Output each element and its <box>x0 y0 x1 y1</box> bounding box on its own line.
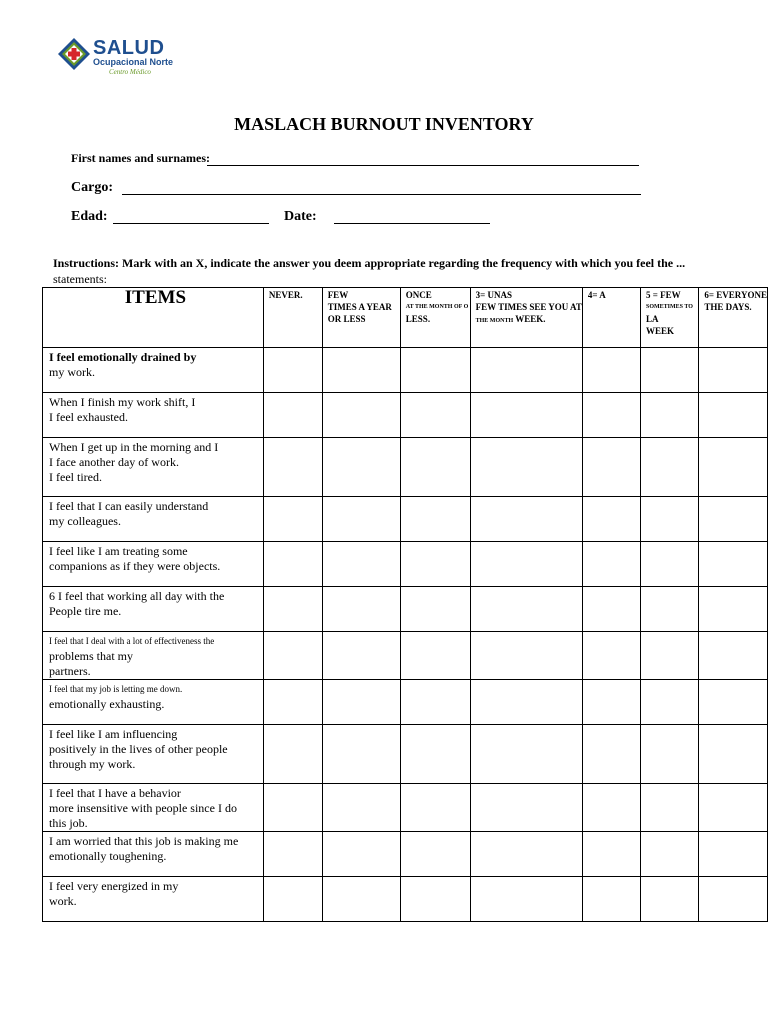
date-field[interactable] <box>334 223 490 224</box>
item-statement-line: 6 I feel that working all day with the <box>49 589 225 603</box>
answer-cell[interactable] <box>400 393 470 438</box>
answer-cell[interactable] <box>400 542 470 587</box>
column-header-line: FEW TIMES SEE YOU AT <box>475 302 582 312</box>
logo-subtitle: Ocupacional Norte <box>93 57 174 67</box>
table-row <box>43 725 768 784</box>
answer-cell[interactable] <box>400 680 470 725</box>
column-header-line: THE DAYS. <box>704 302 752 312</box>
answer-cell[interactable] <box>322 832 400 877</box>
answer-cell[interactable] <box>582 877 640 922</box>
salud-logo <box>57 37 177 79</box>
instructions <box>53 255 763 287</box>
item-statement-line: I feel emotionally drained by <box>49 350 197 364</box>
column-header-fragment: THE MONTH <box>475 318 514 324</box>
answer-cell[interactable] <box>582 348 640 393</box>
table-header-row <box>43 288 768 348</box>
answer-cell[interactable] <box>400 877 470 922</box>
item-statement <box>43 542 264 587</box>
answer-cell[interactable] <box>699 784 768 832</box>
item-statement <box>43 832 264 877</box>
answer-cell[interactable] <box>322 542 400 587</box>
answer-cell[interactable] <box>699 542 768 587</box>
answer-cell[interactable] <box>322 877 400 922</box>
instructions-line-1: Instructions: Mark with an X, indicate the answer you deem appropriate regarding the frequency with which you feel the ... <box>53 256 686 270</box>
column-header-line: 4= A <box>587 290 606 300</box>
column-header-fragment: WEEK. <box>515 314 546 324</box>
item-statement-line: I feel that I can easily understand <box>49 499 209 513</box>
cargo-field[interactable] <box>122 194 641 195</box>
answer-cell[interactable] <box>699 632 768 680</box>
answer-cell[interactable] <box>322 680 400 725</box>
answer-cell[interactable] <box>400 784 470 832</box>
answer-cell[interactable] <box>582 632 640 680</box>
answer-cell[interactable] <box>263 877 322 922</box>
answer-cell[interactable] <box>582 393 640 438</box>
table-row <box>43 348 768 393</box>
column-header-few-times-month <box>470 288 582 348</box>
answer-cell[interactable] <box>641 542 699 587</box>
item-statement <box>43 784 264 832</box>
column-header-line: FEW <box>327 290 349 300</box>
item-statement <box>43 497 264 542</box>
item-statement-line: I feel like I am treating some <box>49 544 188 558</box>
answer-cell[interactable] <box>582 725 640 784</box>
answer-cell[interactable] <box>322 725 400 784</box>
date-label: Date: <box>284 209 317 224</box>
answer-cell[interactable] <box>470 832 582 877</box>
table-row <box>43 877 768 922</box>
column-header-few-times-week <box>641 288 699 348</box>
column-header-line: 3= UNAS <box>475 290 513 300</box>
page-title: MASLACH BURNOUT INVENTORY <box>234 114 534 134</box>
medical-cross-diamond-icon <box>57 37 91 73</box>
answer-cell[interactable] <box>641 725 699 784</box>
item-statement <box>43 632 264 680</box>
edad-field[interactable] <box>113 223 269 224</box>
table-row <box>43 542 768 587</box>
answer-cell[interactable] <box>263 832 322 877</box>
item-statement-line: When I finish my work shift, I <box>49 395 196 409</box>
answer-cell[interactable] <box>263 393 322 438</box>
answer-cell[interactable] <box>699 680 768 725</box>
answer-cell[interactable] <box>641 832 699 877</box>
column-header-once-week <box>582 288 640 348</box>
item-statement-line: positively in the lives of other people <box>49 742 228 756</box>
answer-cell[interactable] <box>470 393 582 438</box>
column-header-line: AT THE MONTH OF O <box>405 304 469 310</box>
answer-cell[interactable] <box>582 587 640 632</box>
answer-cell[interactable] <box>263 438 322 497</box>
column-header-line: 5 = FEW <box>646 290 681 300</box>
answer-cell[interactable] <box>699 497 768 542</box>
item-statement-line: my work. <box>49 365 95 379</box>
item-statement-line: I feel tired. <box>49 470 102 484</box>
answer-cell[interactable] <box>641 438 699 497</box>
answer-cell[interactable] <box>470 784 582 832</box>
cargo-label: Cargo: <box>71 180 113 195</box>
answer-cell[interactable] <box>582 832 640 877</box>
answer-cell[interactable] <box>400 438 470 497</box>
item-statement-line: People tire me. <box>49 604 122 618</box>
answer-cell[interactable] <box>641 587 699 632</box>
table-row <box>43 587 768 632</box>
answer-cell[interactable] <box>699 725 768 784</box>
answer-cell[interactable] <box>322 587 400 632</box>
column-header-never <box>263 288 322 348</box>
answer-cell[interactable] <box>322 632 400 680</box>
answer-cell[interactable] <box>641 784 699 832</box>
answer-cell[interactable] <box>641 632 699 680</box>
answer-cell[interactable] <box>470 348 582 393</box>
answer-cell[interactable] <box>582 497 640 542</box>
answer-cell[interactable] <box>699 832 768 877</box>
item-statement-line: work. <box>49 894 77 908</box>
column-header-line: LA <box>646 314 659 324</box>
answer-cell[interactable] <box>699 587 768 632</box>
item-statement-line: I feel like I am influencing <box>49 727 178 741</box>
answer-cell[interactable] <box>263 680 322 725</box>
answer-cell[interactable] <box>263 497 322 542</box>
answer-cell[interactable] <box>322 348 400 393</box>
table-row <box>43 784 768 832</box>
table-row <box>43 680 768 725</box>
answer-cell[interactable] <box>470 438 582 497</box>
table-row <box>43 832 768 877</box>
answer-cell[interactable] <box>322 438 400 497</box>
item-statement-line: I am worried that this job is making me <box>49 834 239 848</box>
answer-cell[interactable] <box>582 680 640 725</box>
edad-label: Edad: <box>71 209 108 224</box>
item-statement-line: I feel that my job is letting me down. <box>49 684 183 694</box>
answer-cell[interactable] <box>470 587 582 632</box>
answer-cell[interactable] <box>263 784 322 832</box>
items-header: ITEMS <box>43 288 264 348</box>
answer-cell[interactable] <box>470 632 582 680</box>
table-row <box>43 632 768 680</box>
logo-name: SALUD <box>93 37 165 59</box>
item-statement-line: this job. <box>49 816 88 830</box>
answer-cell[interactable] <box>322 393 400 438</box>
answer-cell[interactable] <box>400 632 470 680</box>
answer-cell[interactable] <box>641 393 699 438</box>
answer-cell[interactable] <box>582 438 640 497</box>
answer-cell[interactable] <box>470 542 582 587</box>
answer-cell[interactable] <box>470 680 582 725</box>
column-header-line: NEVER. <box>268 290 303 300</box>
item-statement-line: emotionally toughening. <box>49 849 167 863</box>
item-statement <box>43 587 264 632</box>
item-statement-line: I feel that I deal with a lot of effectiveness the <box>49 636 215 646</box>
answer-cell[interactable] <box>400 348 470 393</box>
answer-cell[interactable] <box>263 348 322 393</box>
item-statement-line: more insensitive with people since I do <box>49 801 237 815</box>
column-header-line: ONCE <box>405 290 432 300</box>
item-statement-line: my colleagues. <box>49 514 121 528</box>
item-statement <box>43 393 264 438</box>
column-header-every-day <box>699 288 768 348</box>
answer-cell[interactable] <box>400 832 470 877</box>
column-header-line: LESS. <box>405 314 431 324</box>
item-statement-line: partners. <box>49 664 91 678</box>
item-statement-line: companions as if they were objects. <box>49 559 221 573</box>
item-statement <box>43 348 264 393</box>
answer-cell[interactable] <box>641 680 699 725</box>
column-header-line: 6= EVERYONE <box>704 290 767 300</box>
answer-cell[interactable] <box>641 497 699 542</box>
column-header-line: SOMETIMES TO <box>646 304 693 310</box>
answer-cell[interactable] <box>263 725 322 784</box>
answer-cell[interactable] <box>400 587 470 632</box>
names-label: First names and surnames: <box>71 151 211 165</box>
answer-cell[interactable] <box>470 497 582 542</box>
answer-cell[interactable] <box>641 348 699 393</box>
answer-cell[interactable] <box>582 784 640 832</box>
item-statement-line: through my work. <box>49 757 136 771</box>
table-row <box>43 393 768 438</box>
table-row <box>43 497 768 542</box>
answer-cell[interactable] <box>699 348 768 393</box>
item-statement <box>43 438 264 497</box>
answer-cell[interactable] <box>400 725 470 784</box>
answer-cell[interactable] <box>470 725 582 784</box>
answer-cell[interactable] <box>699 438 768 497</box>
answer-cell[interactable] <box>641 877 699 922</box>
instructions-line-2: statements: <box>53 272 107 286</box>
column-header-line: WEEK <box>646 326 675 336</box>
item-statement-line: I feel exhausted. <box>49 410 128 424</box>
answer-cell[interactable] <box>470 877 582 922</box>
column-header-few-times-year <box>322 288 400 348</box>
answer-cell[interactable] <box>699 877 768 922</box>
column-header-line: OR LESS <box>327 314 366 324</box>
item-statement <box>43 680 264 725</box>
table-row <box>43 438 768 497</box>
answer-cell[interactable] <box>322 497 400 542</box>
item-statement <box>43 725 264 784</box>
answer-cell[interactable] <box>582 542 640 587</box>
answer-cell[interactable] <box>263 632 322 680</box>
logo-tagline: Centro Médico <box>109 68 151 76</box>
item-statement <box>43 877 264 922</box>
item-statement-line: I feel that I have a behavior <box>49 786 181 800</box>
answer-cell[interactable] <box>400 497 470 542</box>
item-statement-line: emotionally exhausting. <box>49 697 165 711</box>
answer-cell[interactable] <box>699 393 768 438</box>
column-header-line: TIMES A YEAR <box>327 302 392 312</box>
column-header-line <box>476 313 582 327</box>
answer-cell[interactable] <box>263 542 322 587</box>
answer-cell[interactable] <box>322 784 400 832</box>
answer-cell[interactable] <box>263 587 322 632</box>
item-statement-line: I face another day of work. <box>49 455 179 469</box>
item-statement-line: When I get up in the morning and I <box>49 440 219 454</box>
item-statement-line: problems that my <box>49 649 133 663</box>
item-statement-line: I feel very energized in my <box>49 879 179 893</box>
burnout-table <box>42 287 768 922</box>
names-field[interactable] <box>207 165 639 166</box>
column-header-once-month <box>400 288 470 348</box>
